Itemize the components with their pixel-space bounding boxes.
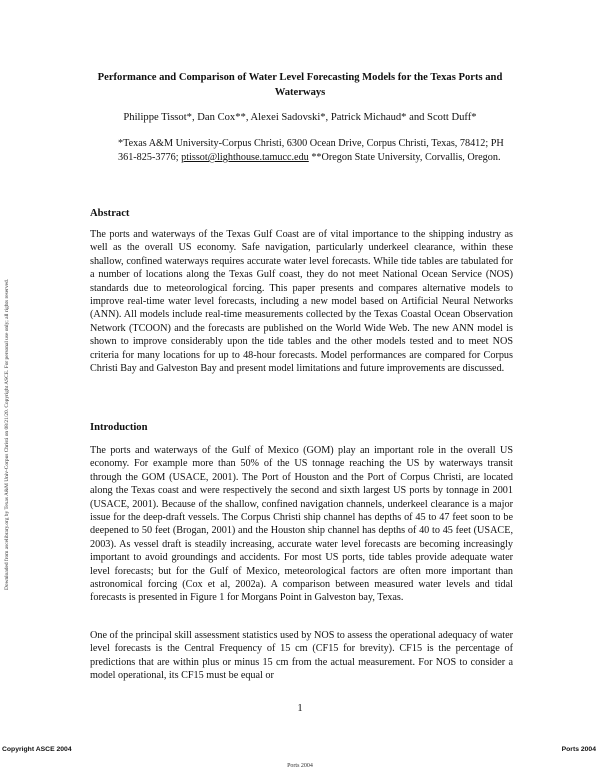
page-number: 1 [297, 703, 303, 714]
footer-center-label: Ports 2004 [287, 763, 313, 769]
download-notice-text: Downloaded from ascelibrary.org by Texas A&M Univ-Corpus Christi on 08/21/20. Copyright ASCE. For personal use only; all rights reserved. [4, 278, 10, 590]
footer-conference: Ports 2004 [561, 746, 596, 753]
paper-title: Performance and Comparison of Water Level Forecasting Models for the Texas Ports and Waterways [97, 72, 503, 98]
download-notice [1, 160, 15, 590]
introduction-heading: Introduction [90, 422, 148, 433]
author-email-link[interactable]: ptissot@lighthouse.tamucc.edu [181, 152, 309, 163]
footer-copyright: Copyright ASCE 2004 [2, 746, 72, 753]
abstract-heading: Abstract [90, 208, 130, 219]
introduction-paragraph-1: The ports and waterways of the Gulf of Mexico (GOM) play an important role in the overall US economy. For example more than 50% of the US tonnage reaching the US by waterways transit through the GOM (USACE, 2001). The Port of Houston and the Port of Corpus Christi, are located along the Texas coast and were respectively the second and sixth largest US ports by tonnage in 2001 (USACE, 2001). Because of the shallow, confined navigation channels, underkeel clearance is a major issue for the deep-draft vessels. The Corpus Christi ship channel has depths of 45 to 47 feet soon to be deepened to 50 feet (Brogan, 2001) and the Houston ship channel has depths of 40 to 45 feet (USACE, 2003). As vessel draft is steadily increasing, accurate water level forecasts are becoming increasingly important to avoid groundings and accidents. For most US ports, tide tables provide adequate water level forecasts; but for the Gulf of Mexico, meteorological factors are often more important than astronomical forcing (Cox et al, 2002a). A comparison between measured water levels and tidal forecasts is presented in Figure 1 for Morgans Point in Galveston bay, Texas. [90, 445, 513, 604]
introduction-paragraph-2: One of the principal skill assessment statistics used by NOS to assess the operational adequacy of water level forecasts is the Central Frequency of 15 cm (CF15 for brevity). CF15 is the percentage of predictions that are within plus or minus 15 cm from the actual measurement. For NOS to consider a model operational, its CF15 must be equal or [90, 630, 513, 682]
abstract-text: The ports and waterways of the Texas Gulf Coast are of vital importance to the shipping industry as well as the overall US economy. Safe navigation, particularly underkeel clearance, within these shallow, confined waterways requires accurate water level forecasts. While tide tables are tabulated for a number of locations along the Texas Gulf coast, they do not meet National Ocean Service (NOS) standards due to meteorological forcing. This paper presents and compares alternative models to improve real-time water level forecasts, including a new model based on Artificial Neural Networks (ANN). All models include real-time measurements collected by the Texas Coastal Ocean Observation Network (TCOON) and the forecasts are published on the World Wide Web. The new ANN model is shown to improve considerably upon the tide tables and the other models tested and to meet NOS criteria for many locations for up to 48-hour forecasts. Model performances are compared for Corpus Christi Bay and Galveston Bay and present model limitations and future improvements are discussed. [90, 229, 513, 375]
author-list: Philippe Tissot*, Dan Cox**, Alexei Sadovski*, Patrick Michaud* and Scott Duff* [123, 112, 477, 123]
affiliation-text-1: *Texas A&M University-Corpus Christi, 6300 Ocean Drive, Corpus Christi, Texas, 78412; PH 361-825-3776; [118, 138, 504, 163]
affiliation-text-2: **Oregon State University, Corvallis, Oregon. [308, 152, 501, 163]
affiliations [118, 137, 518, 165]
